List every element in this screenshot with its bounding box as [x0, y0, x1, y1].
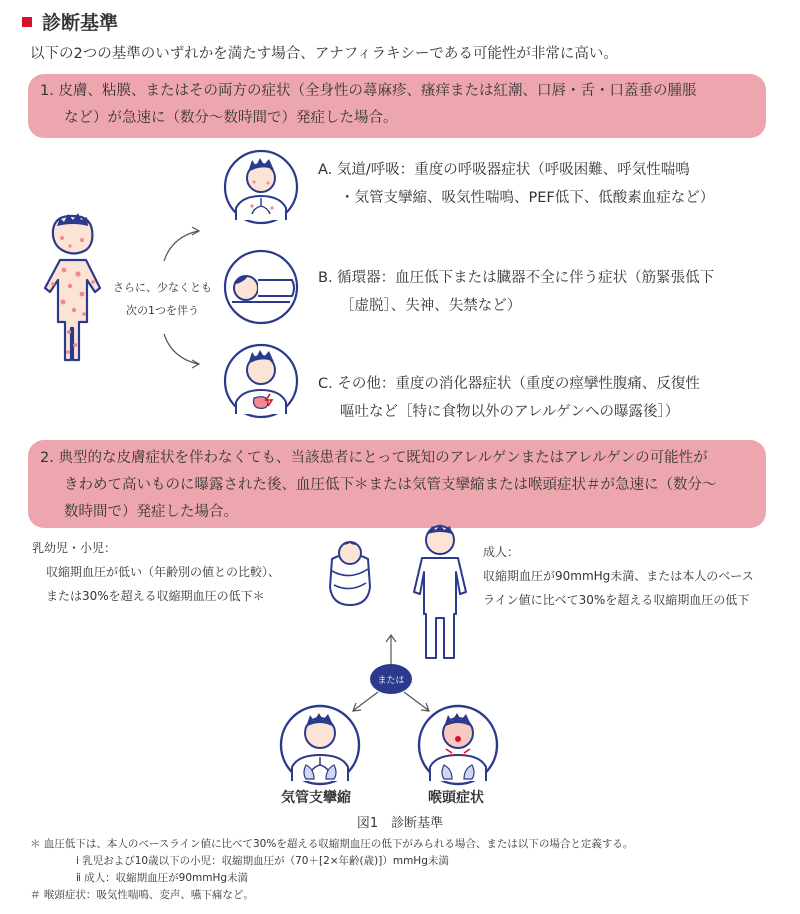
- adult-title: 成人：: [483, 545, 520, 559]
- criterion-c: [318, 370, 700, 426]
- criterion-a-line1: A. 気道/呼吸：重度の呼吸器症状（呼吸困難、呼気性喘鳴: [318, 162, 690, 178]
- criterion-2-line1: 2. 典型的な皮膚症状を伴わなくても、当該患者にとって既知のアレルゲンまたはアレルゲンの可能性が: [40, 450, 708, 466]
- criterion-a: [318, 156, 714, 212]
- footnote-2: ⅰ 乳児および10歳以下の小児：収縮期血圧が（70＋[2×年齢(歳)]）mmHg未満: [76, 855, 449, 867]
- section-heading: [22, 8, 118, 35]
- criterion-c-line1: C. その他：重度の消化器症状（重度の痙攣性腹痛、反復性: [318, 376, 700, 392]
- heading-text: 診断基準: [42, 12, 119, 34]
- footnote-3: ⅱ 成人：収縮期血圧が90mmHg未満: [76, 872, 249, 884]
- criterion-a-line2: ・気管支攣縮、吸気性喘鳴、PEF低下、低酸素血症など）: [340, 190, 715, 206]
- criterion-1-box: [28, 74, 766, 138]
- arrow-up-icon: [160, 225, 210, 265]
- criterion-2-box: [28, 440, 766, 528]
- criterion-1-line2: など）が急速に（数分～数時間で）発症した場合。: [64, 110, 398, 126]
- circulatory-symptom-icon: [222, 248, 300, 326]
- figure-caption: 図1 診断基準: [356, 816, 444, 831]
- additional-condition-line1: さらに、少なくとも: [113, 281, 212, 294]
- respiratory-symptom-icon: [222, 148, 300, 226]
- or-label: または: [377, 675, 405, 686]
- additional-condition-text: [110, 276, 215, 322]
- adult-criteria: [483, 540, 754, 612]
- heading-marker-icon: [22, 17, 32, 27]
- adult-line2: ライン値に比べて30%を超える収縮期血圧の低下: [483, 593, 750, 607]
- criterion-b-line1: B. 循環器：血圧低下または臓器不全に伴う症状（筋緊張低下: [318, 270, 715, 286]
- intro-text: 以下の2つの基準のいずれかを満たす場合、アナフィラキシーである可能性が非常に高い。: [30, 46, 618, 62]
- criterion-b: [318, 264, 714, 320]
- digestive-symptom-icon: [222, 342, 300, 420]
- laryngeal-label: 喉頭症状: [428, 790, 484, 806]
- footnote-1: ＊ 血圧低下は、本人のベースライン値に比べて30%を超える収縮期血圧の低下がみられる場合、または以下の場合と定義する。: [30, 838, 634, 850]
- criterion-1-line1: 1. 皮膚、粘膜、またはその両方の症状（全身性の蕁麻疹、瘙痒または紅潮、口唇・舌・口蓋垂の腫脹: [40, 83, 697, 99]
- infant-line1: 収縮期血圧が低い（年齢別の値との比較）、: [46, 565, 281, 579]
- laryngeal-symptom-icon: [416, 703, 500, 787]
- bronchospasm-icon: [278, 703, 362, 787]
- or-badge: [370, 664, 412, 694]
- criterion-2-line2: きわめて高いものに曝露された後、血圧低下＊または気管支攣縮または喉頭症状＃が急速に（数分～: [64, 477, 717, 493]
- bronchospasm-label: 気管支攣縮: [281, 790, 351, 806]
- infant-line2: または30%を超える収縮期血圧の低下＊: [46, 589, 265, 603]
- adult-line1: 収縮期血圧が90mmHg未満、または本人のベース: [483, 569, 754, 583]
- arrow-down-icon: [160, 330, 210, 370]
- criterion-c-line2: 嘔吐など［特に食物以外のアレルゲンへの曝露後］）: [340, 404, 680, 420]
- footnote-4: ＃ 喉頭症状：吸気性喘鳴、変声、嚥下痛など。: [30, 889, 254, 901]
- footnotes: [30, 836, 633, 904]
- criterion-b-line2: ［虚脱］、失神、失禁など）: [340, 298, 522, 314]
- infant-title: 乳幼児・小児：: [32, 541, 117, 555]
- additional-condition-line2: 次の1つを伴う: [126, 304, 199, 317]
- criterion-2-line3: 数時間で）発症した場合。: [64, 504, 238, 520]
- child-rash-icon: [40, 210, 110, 370]
- swaddled-infant-icon: [322, 535, 378, 607]
- infant-criteria: [32, 536, 280, 608]
